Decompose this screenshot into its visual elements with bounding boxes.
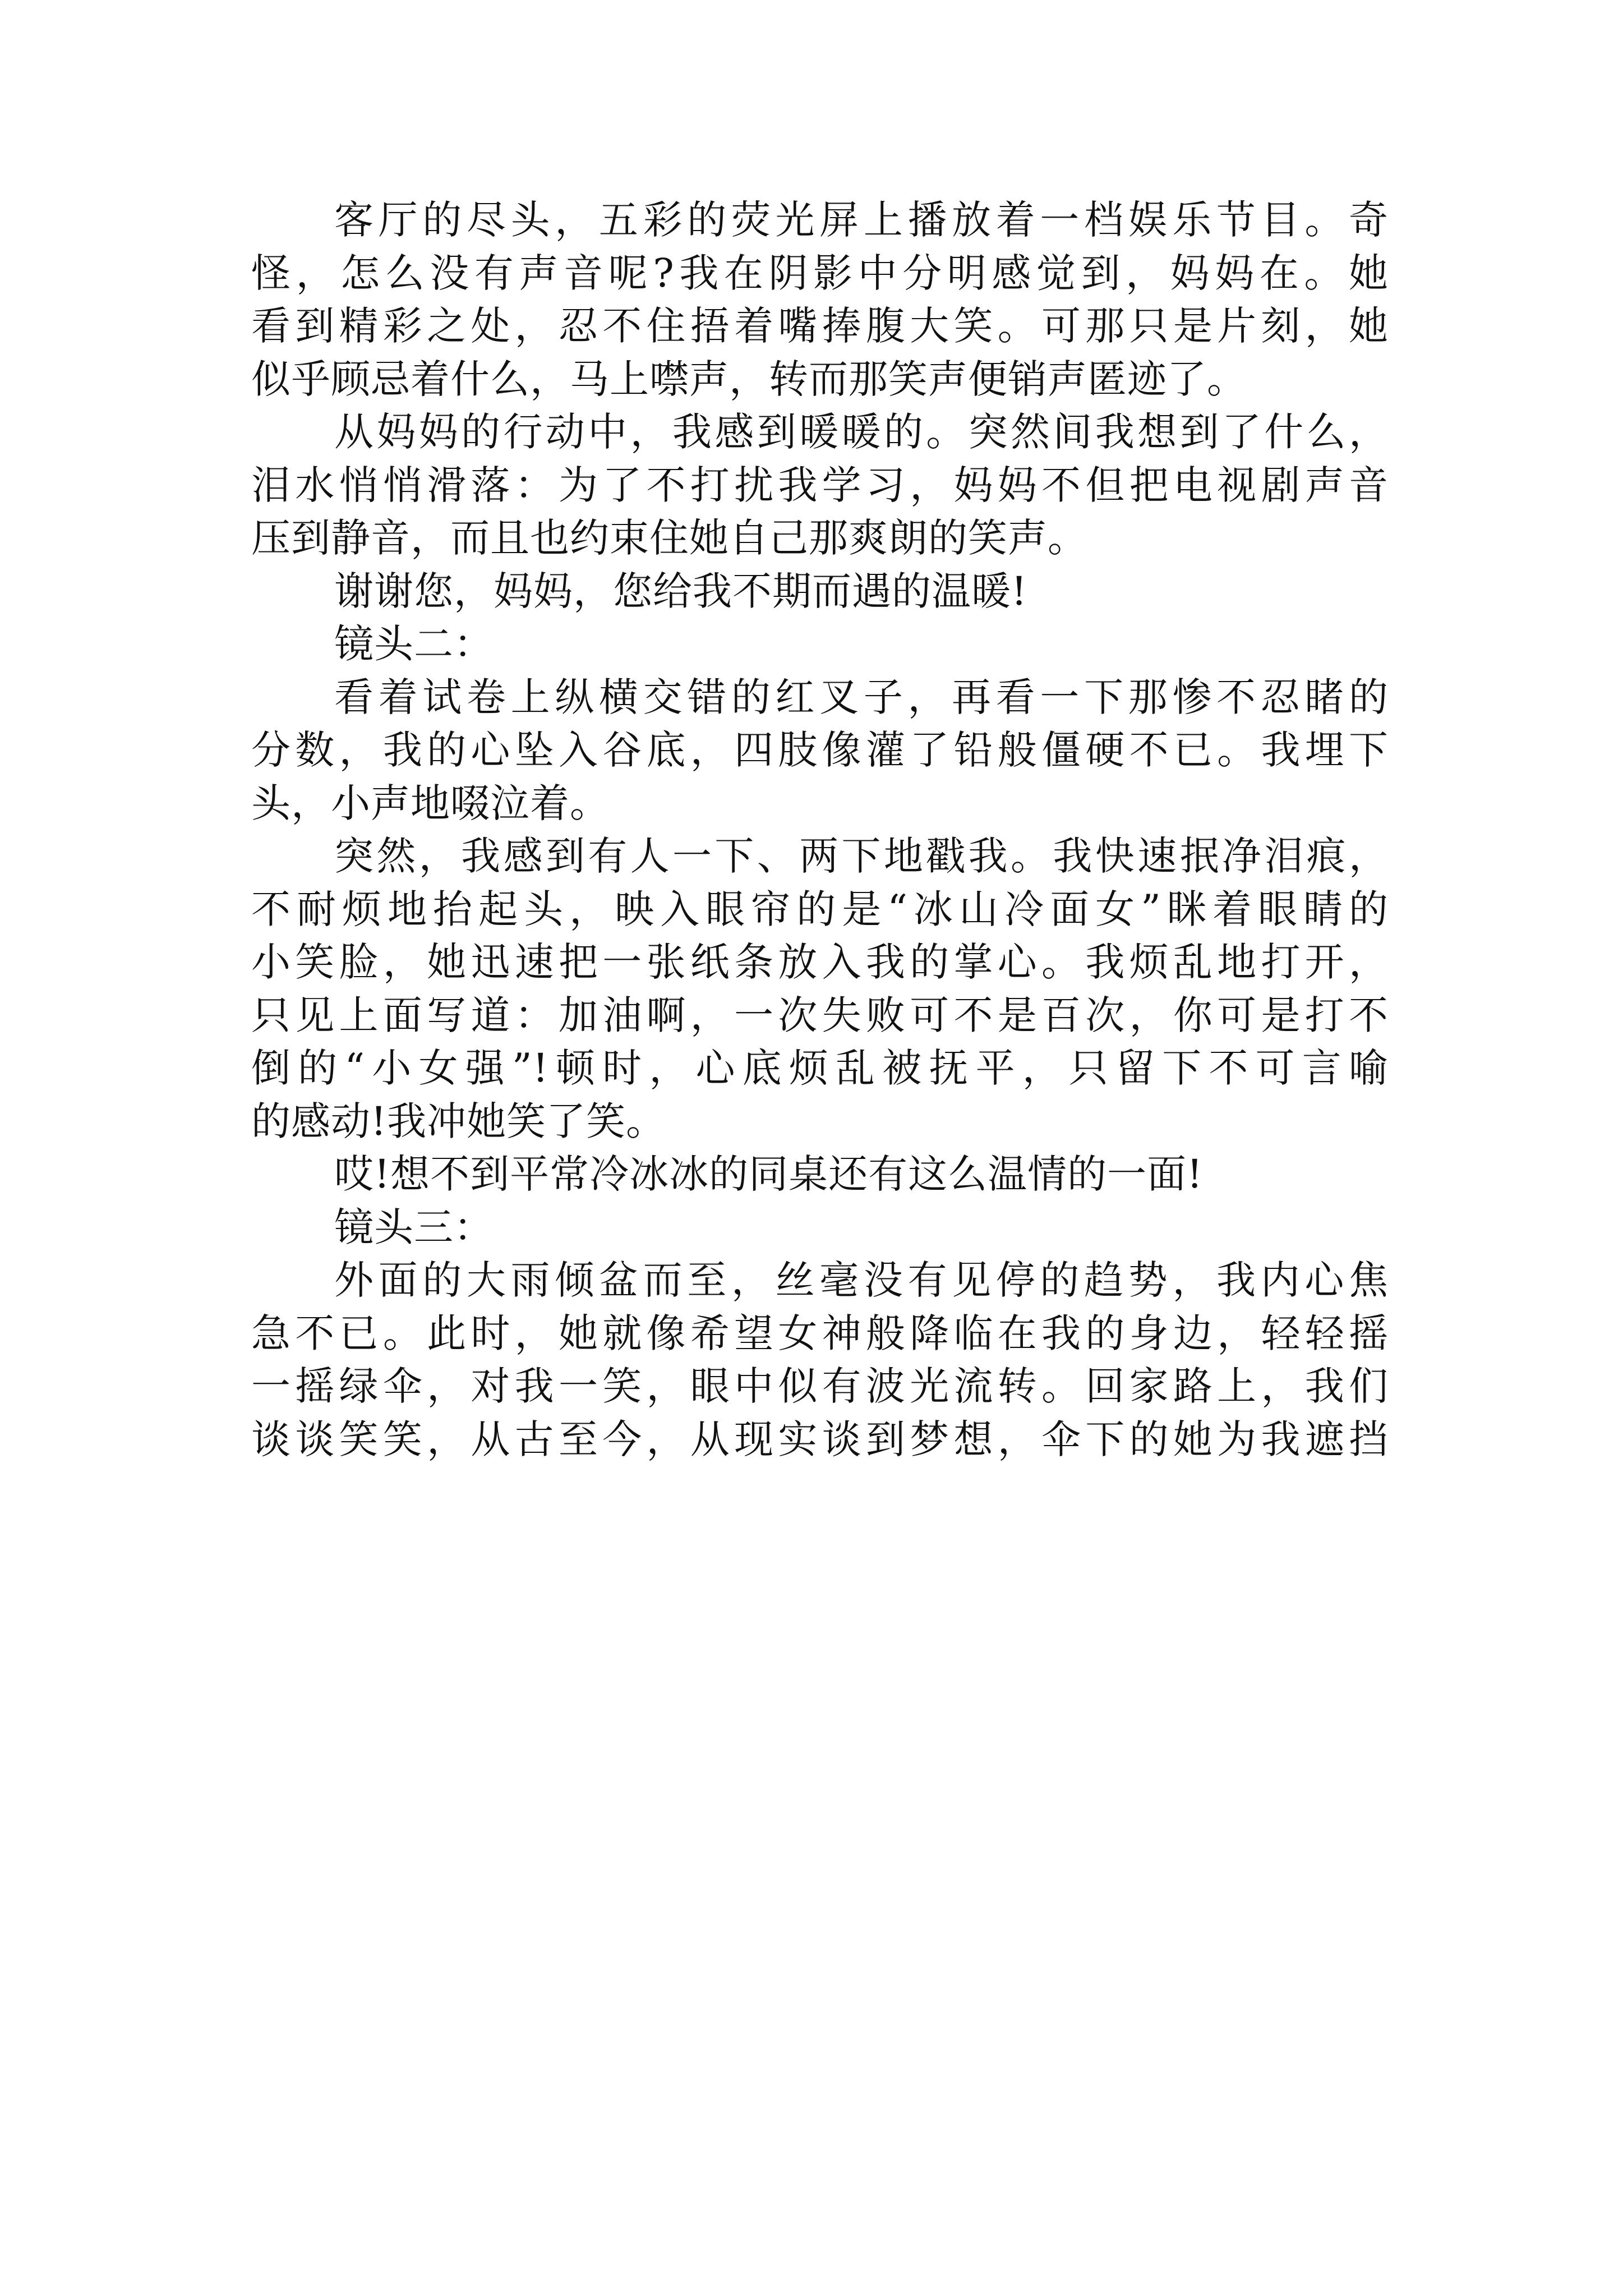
text-line: 泪水悄悄滑落：为了不打扰我学习，妈妈不但把电视剧声音 bbox=[251, 462, 1389, 508]
paragraph bbox=[251, 1148, 1389, 1201]
paragraph bbox=[251, 1254, 1389, 1466]
text-line: 谢谢您，妈妈，您给我不期而遇的温暖! bbox=[334, 568, 1028, 614]
paragraph bbox=[251, 618, 1389, 671]
text-line: 头，小声地啜泣着。 bbox=[251, 780, 610, 826]
paragraph bbox=[251, 565, 1389, 618]
text-line: 突然，我感到有人一下、两下地戳我。我快速抿净泪痕， bbox=[334, 833, 1389, 879]
text-line: 倒的“小女强”!顿时，心底烦乱被抚平，只留下不可言喻 bbox=[251, 1045, 1389, 1091]
text-line: 只见上面写道：加油啊，一次失败可不是百次，你可是打不 bbox=[251, 992, 1389, 1038]
text-line: 怪，怎么没有声音呢?我在阴影中分明感觉到，妈妈在。她 bbox=[251, 250, 1389, 296]
text-line: 急不已。此时，她就像希望女神般降临在我的身边，轻轻摇 bbox=[251, 1310, 1389, 1356]
body-text bbox=[251, 194, 1389, 1466]
text-line: 似乎顾忌着什么，马上噤声，转而那笑声便销声匿迹了。 bbox=[251, 356, 1247, 402]
text-line: 分数，我的心坠入谷底，四肢像灌了铅般僵硬不已。我埋下 bbox=[251, 727, 1389, 773]
text-line: 小笑脸，她迅速把一张纸条放入我的掌心。我烦乱地打开， bbox=[251, 939, 1389, 985]
text-line: 看着试卷上纵横交错的红叉子，再看一下那惨不忍睹的 bbox=[334, 674, 1389, 720]
text-line: 客厅的尽头，五彩的荧光屏上播放着一档娱乐节目。奇 bbox=[334, 197, 1389, 243]
text-line: 的感动!我冲她笑了笑。 bbox=[251, 1098, 666, 1144]
paragraph bbox=[251, 194, 1389, 406]
text-line: 镜头三： bbox=[334, 1204, 494, 1250]
text-line: 不耐烦地抬起头，映入眼帘的是“冰山冷面女”眯着眼睛的 bbox=[251, 886, 1389, 932]
text-line: 看到精彩之处，忍不住捂着嘴捧腹大笑。可那只是片刻，她 bbox=[251, 303, 1389, 349]
paragraph bbox=[251, 1201, 1389, 1254]
paragraph bbox=[251, 830, 1389, 1148]
paragraph bbox=[251, 406, 1389, 565]
text-line: 一摇绿伞，对我一笑，眼中似有波光流转。回家路上，我们 bbox=[251, 1363, 1389, 1409]
paragraph bbox=[251, 671, 1389, 830]
text-line: 镜头二： bbox=[334, 621, 494, 667]
text-line: 哎!想不到平常冷冰冰的同桌还有这么温情的一面! bbox=[334, 1151, 1204, 1197]
text-line: 压到静音，而且也约束住她自己那爽朗的笑声。 bbox=[251, 515, 1087, 561]
text-line: 外面的大雨倾盆而至，丝毫没有见停的趋势，我内心焦 bbox=[334, 1257, 1389, 1303]
text-line: 谈谈笑笑，从古至今，从现实谈到梦想，伞下的她为我遮挡 bbox=[251, 1416, 1389, 1462]
text-line: 从妈妈的行动中，我感到暖暖的。突然间我想到了什么， bbox=[334, 409, 1389, 455]
